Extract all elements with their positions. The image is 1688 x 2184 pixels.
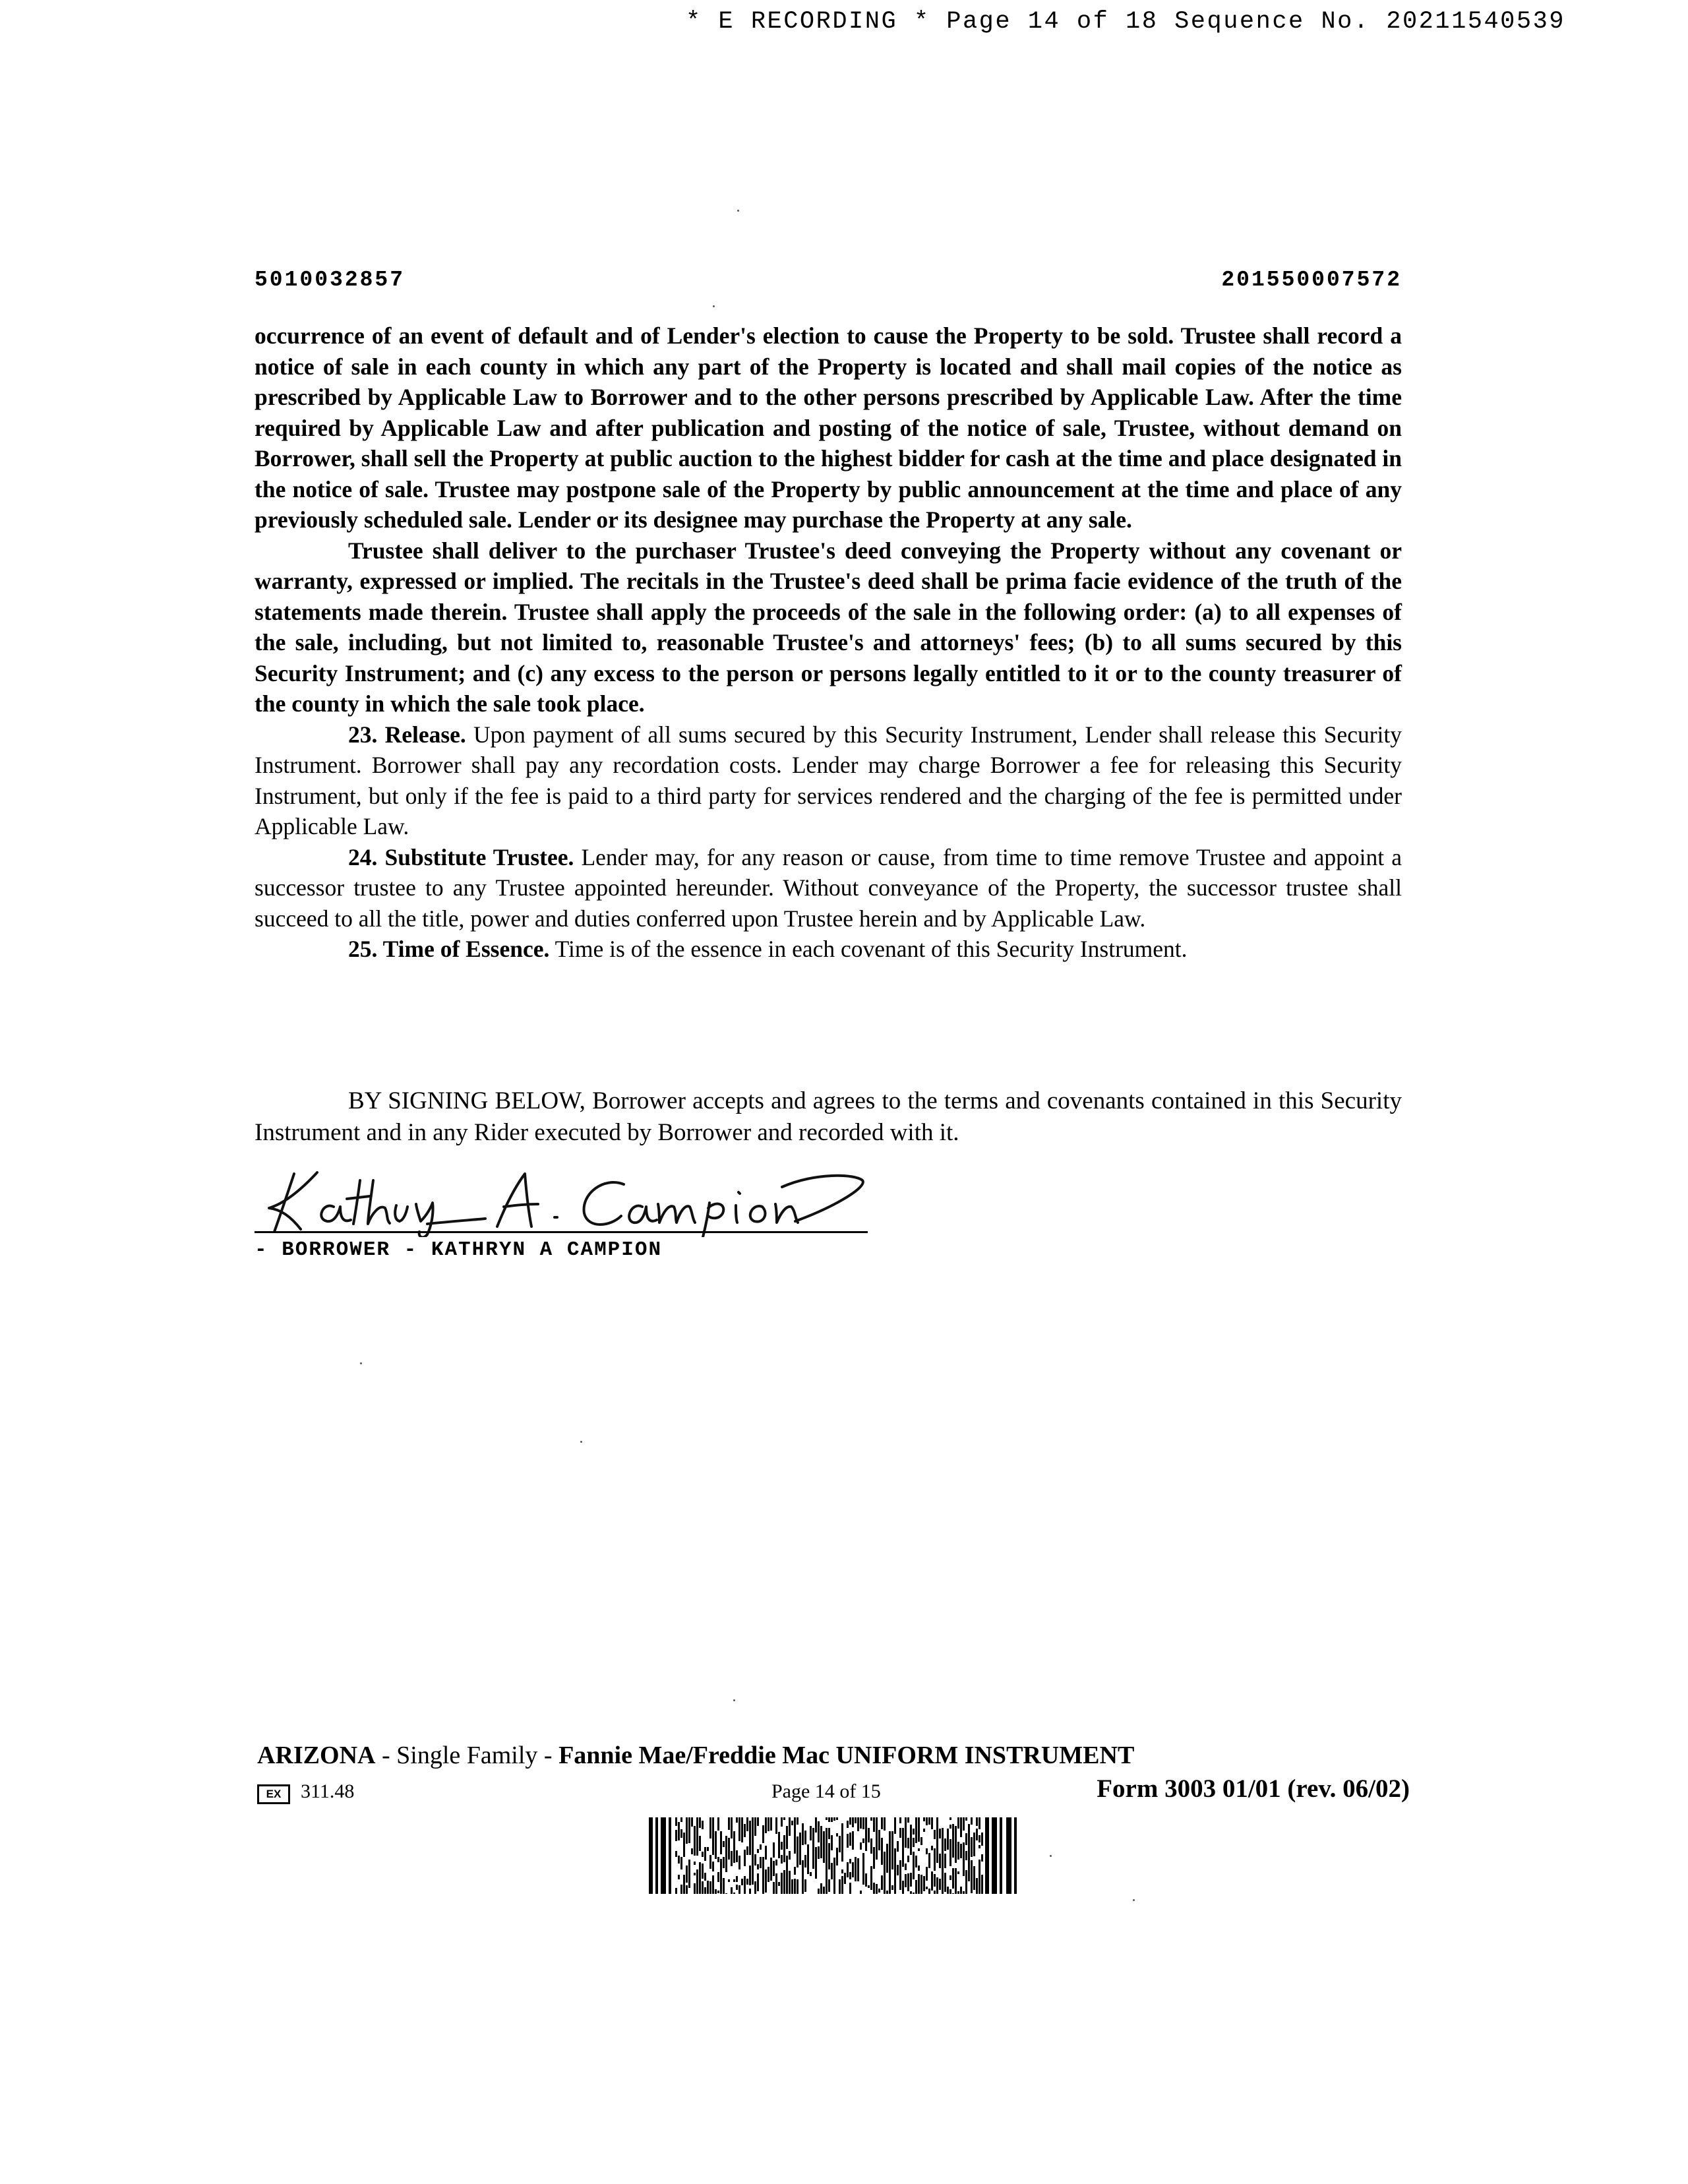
footer-code: 311.48 xyxy=(301,1780,355,1802)
section-heading: 23. Release. xyxy=(348,721,466,748)
recording-header: * E RECORDING * Page 14 of 18 Sequence No. 20211540539 xyxy=(686,8,1565,36)
footer-form-number: Form 3003 01/01 (rev. 06/02) xyxy=(1097,1774,1410,1803)
footer-state: ARIZONA xyxy=(257,1742,376,1769)
scan-speck xyxy=(713,305,715,307)
loan-number: 5010032857 xyxy=(255,268,406,292)
section-text: Upon payment of all sums secured by this Security Instrument, Lender shall release this Security Instrument. Borrower shall pay any recordation costs. Lender may charge Borrower a fee for releasing this Security Instrument, but only if the fee is paid to a third party for services rendered and the charging of the fee is permitted under Applicable Law. xyxy=(255,721,1402,839)
section-text: Time is of the essence in each covenant of this Security Instrument. xyxy=(555,936,1188,962)
footer-title xyxy=(257,1741,1134,1770)
borrower-caption: - BORROWER - KATHRYN A CAMPION xyxy=(255,1238,663,1261)
document-body xyxy=(255,320,1402,965)
borrower-signature xyxy=(255,1161,874,1237)
footer-instrument: Fannie Mae/Freddie Mac UNIFORM INSTRUMENT xyxy=(558,1742,1135,1769)
scan-speck xyxy=(360,1362,362,1364)
signing-clause xyxy=(255,1085,1402,1149)
signature-line xyxy=(255,1231,868,1233)
signing-clause-text: BY SIGNING BELOW, Borrower accepts and agrees to the terms and covenants contained in this Security Instrument and in any Rider executed by Borrower and recorded with it. xyxy=(255,1087,1402,1146)
paragraph-continued: occurrence of an event of default and of Lender's election to cause the Property to be sold. Trustee shall record a notice of sale in each county in which any part of the Property is located and shall mail copies of the notice as prescribed by Applicable Law to Borrower and to the other persons prescribed by Applicable Law. After the time required by Applicable Law and after publication and posting of the notice of sale, Trustee, without demand on Borrower, shall sell the Property at public auction to the highest bidder for cash at the time and place designated in the notice of sale. Trustee may postpone sale of the Property by public announcement at the time and place of any previously scheduled sale. Lender or its designee may purchase the Property at any sale. xyxy=(255,322,1402,533)
paragraph-trustee-deed: Trustee shall deliver to the purchaser Trustee's deed conveying the Property without any covenant or warranty, expressed or implied. The recitals in the Trustee's deed shall be prima facie evidence of the truth of the statements made therein. Trustee shall apply the proceeds of the sale in the following order: (a) to all expenses of the sale, including, but not limited to, reasonable Trustee's and attorneys' fees; (b) to all sums secured by this Security Instrument; and (c) any excess to the person or persons legally entitled to it or to the county treasurer of the county in which the sale took place. xyxy=(255,537,1402,717)
scan-speck xyxy=(733,1699,735,1701)
section-heading: 25. Time of Essence. xyxy=(348,936,550,962)
scan-speck xyxy=(1133,1899,1135,1901)
ellie-mae-logo-icon: EX xyxy=(257,1784,290,1804)
section-release xyxy=(255,719,1402,842)
section-text: Lender may, for any reason or cause, from time to time remove Trustee and appoint a successor trustee to any Trustee appointed hereunder. Without conveyance of the Property, the successor trustee shall succeed to all the title, power and duties conferred upon Trustee herein and by Applicable Law. xyxy=(255,843,1402,932)
case-number: 201550007572 xyxy=(1221,268,1402,292)
barcode-icon xyxy=(649,1817,1018,1894)
section-heading: 24. Substitute Trustee. xyxy=(348,843,574,870)
section-substitute-trustee xyxy=(255,842,1402,934)
footer-separator: - Single Family - xyxy=(375,1742,559,1769)
scan-speck xyxy=(737,210,739,212)
footer-page-number: Page 14 of 15 xyxy=(771,1780,881,1802)
scan-speck xyxy=(580,1441,582,1443)
section-time-of-essence xyxy=(255,934,1402,965)
scan-speck xyxy=(1050,1855,1052,1857)
